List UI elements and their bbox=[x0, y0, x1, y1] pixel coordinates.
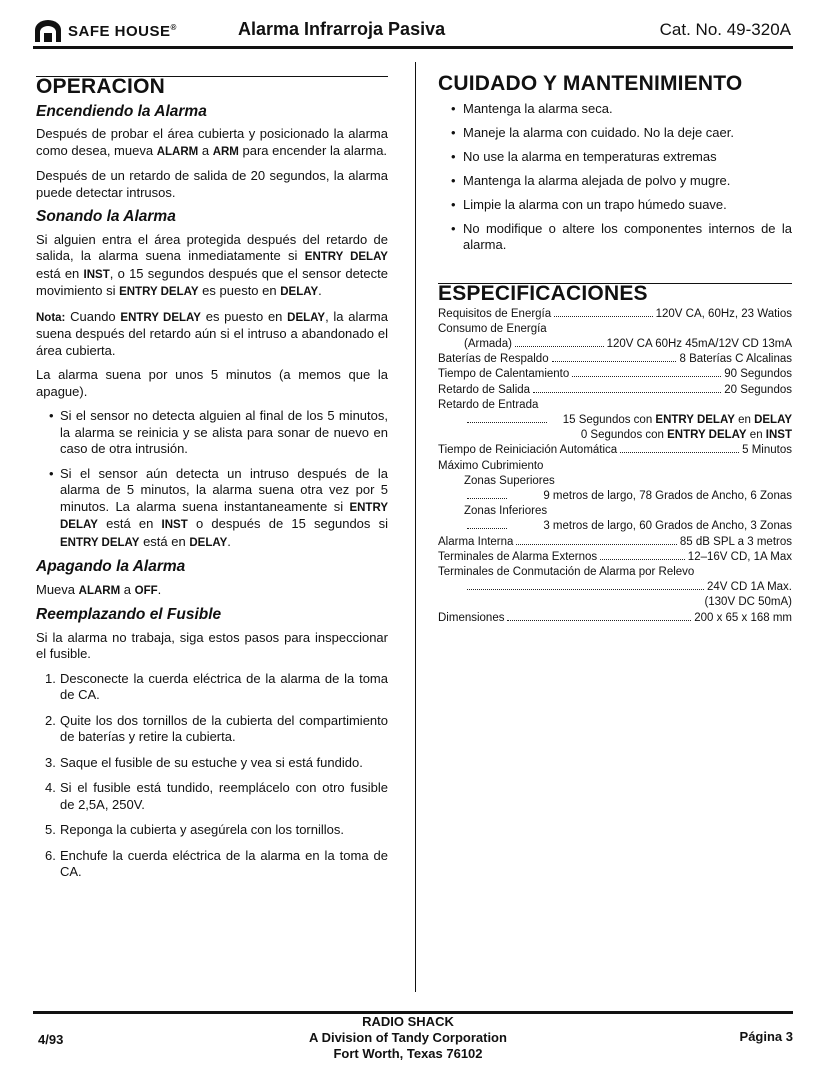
step-item: 3. Saque el fusible de su estuche y vea si está fundido. bbox=[45, 754, 363, 770]
paragraph: Si alguien entra el área protegida después del retardo de salida, la alarma suena inmediatamente si ENTRY DELAY está en INST, o 15 segundos después que el sensor detecte movimiento si ENTRY DELAY es puesto en DELAY. bbox=[36, 231, 388, 298]
brand-logo bbox=[33, 20, 177, 42]
spec-row: 15 Segundos con ENTRY DELAY en DELAY bbox=[438, 413, 792, 428]
list-item: • No modifique o altere los componentes internos de la alarma. bbox=[438, 221, 792, 254]
spec-row: Zonas Superiores bbox=[464, 474, 555, 487]
footer-publisher bbox=[258, 1014, 558, 1062]
step-item: 5. Reponga la cubierta y asegúrela con los tornillos. bbox=[45, 822, 345, 837]
spec-row: Baterías de Respaldo 8 Baterías C Alcalinas bbox=[438, 353, 792, 366]
catalog-number: Cat. No. 49-320A bbox=[659, 20, 791, 39]
specifications-table bbox=[438, 307, 792, 626]
page-number: Página 3 bbox=[739, 1029, 793, 1044]
spec-row: 0 Segundos con ENTRY DELAY en INST bbox=[580, 429, 792, 442]
spec-row: Alarma Interna 85 dB SPL a 3 metros bbox=[438, 535, 792, 548]
spec-row: 24V CD 1A Max. bbox=[438, 580, 792, 595]
publisher-line: RADIO SHACK bbox=[362, 1014, 454, 1029]
spec-row: Retardo de Entrada bbox=[438, 398, 539, 411]
section-heading-especificaciones: ESPECIFICACIONES bbox=[438, 282, 648, 305]
left-column bbox=[36, 76, 388, 890]
bullet-list bbox=[36, 408, 388, 551]
spec-row: Zonas Inferiores bbox=[464, 505, 548, 518]
list-item: • Si el sensor aún detecta un intruso después de la alarma de 5 minutos, la alarma suena otra vez por 5 minutos. La alarma suena instantaneamente si ENTRY DELAY está en INST o después de 15 segundos si ENTRY DELAY está en DELAY. bbox=[36, 466, 388, 552]
spec-row: Consumo de Energía bbox=[438, 322, 547, 335]
list-item: • No use la alarma en temperaturas extremas bbox=[438, 149, 792, 166]
list-item: • Maneje la alarma con cuidado. No la deje caer. bbox=[438, 125, 792, 142]
spec-row: Terminales de Conmutación de Alarma por Relevo bbox=[438, 565, 695, 578]
paragraph: La alarma suena por unos 5 minutos (a memos que la apague). bbox=[36, 367, 388, 399]
paragraph: Si la alarma no trabaja, siga estos pasos para inspeccionar el fusible. bbox=[36, 629, 388, 661]
subheading-sonando: Sonando la Alarma bbox=[36, 208, 176, 225]
footer-date: 4/93 bbox=[38, 1032, 64, 1047]
spec-row: Terminales de Alarma Externos 12–16V CD, 1A Max bbox=[438, 550, 792, 563]
step-item: 1. Desconecte la cuerda eléctrica de la alarma de la toma de CA. bbox=[45, 670, 388, 702]
list-item: • Limpie la alarma con un trapo húmedo suave. bbox=[438, 197, 792, 214]
step-item: 4. Si el fusible está tundido, reemplácelo con otro fusible de 2,5A, 250V. bbox=[45, 780, 388, 812]
right-column bbox=[438, 72, 792, 626]
spec-row: 3 metros de largo, 60 Grados de Ancho, 3 Zonas bbox=[438, 519, 792, 534]
paragraph: Mueva ALARM a OFF. bbox=[36, 581, 162, 597]
subheading-fusible: Reemplazando el Fusible bbox=[36, 606, 222, 623]
note-paragraph: Nota: Cuando ENTRY DELAY es puesto en DELAY, la alarma suena después del retardo aún si el intruso a abandonado el área cubierta. bbox=[36, 308, 388, 358]
column-divider bbox=[415, 62, 416, 992]
paragraph: Después de un retardo de salida de 20 segundos, la alarma puede detectar intrusos. bbox=[36, 168, 388, 200]
subheading-encendiendo: Encendiendo la Alarma bbox=[36, 102, 207, 120]
spec-row: Tiempo de Reiniciación Automática 5 Minutos bbox=[438, 444, 792, 457]
spec-row: (130V DC 50mA) bbox=[704, 596, 792, 609]
house-logo-icon bbox=[33, 20, 63, 42]
publisher-line: Fort Worth, Texas 76102 bbox=[333, 1046, 483, 1061]
step-item: 6. Enchufe la cuerda eléctrica de la alarma en la toma de CA. bbox=[45, 847, 388, 879]
document-title: Alarma Infrarroja Pasiva bbox=[238, 19, 446, 39]
list-item: • Mantenga la alarma alejada de polvo y mugre. bbox=[438, 173, 792, 190]
care-bullet-list bbox=[438, 101, 792, 254]
subheading-apagando: Apagando la Alarma bbox=[36, 558, 186, 575]
publisher-line: A Division of Tandy Corporation bbox=[309, 1030, 507, 1045]
list-item: • Mantenga la alarma seca. bbox=[438, 101, 792, 118]
section-heading-cuidado: CUIDADO Y MANTENIMIENTO bbox=[438, 72, 743, 95]
spec-row: Dimensiones 200 x 65 x 168 mm bbox=[438, 611, 792, 624]
spec-row: 9 metros de largo, 78 Grados de Ancho, 6 Zonas bbox=[438, 489, 792, 504]
spec-row: Tiempo de Calentamiento 90 Segundos bbox=[438, 368, 792, 381]
page-header bbox=[33, 16, 793, 49]
spec-row: (Armada) 120V CA 60Hz 45mA/12V CD 13mA bbox=[464, 337, 792, 350]
paragraph: Después de probar el área cubierta y posicionado la alarma como desea, mueva ALARM a ARM para encender la alarma. bbox=[36, 126, 388, 158]
spec-row: Requisitos de Energía 120V CA, 60Hz, 23 Watios bbox=[438, 307, 792, 320]
spec-row: Retardo de Salida 20 Segundos bbox=[438, 383, 792, 396]
steps-list bbox=[36, 671, 388, 881]
section-heading-operacion: OPERACION bbox=[36, 75, 165, 98]
spec-row: Máximo Cubrimiento bbox=[438, 459, 544, 472]
brand-name: SAFE HOUSE® bbox=[68, 22, 177, 40]
step-item: 2. Quite los dos tornillos de la cubierta del compartimiento de baterías y retire la cubierta. bbox=[45, 712, 388, 744]
list-item: • Si el sensor no detecta alguien al final de los 5 minutos, la alarma se reinicia y se alista para sonar de nuevo en caso de otra intrusión. bbox=[36, 408, 388, 458]
